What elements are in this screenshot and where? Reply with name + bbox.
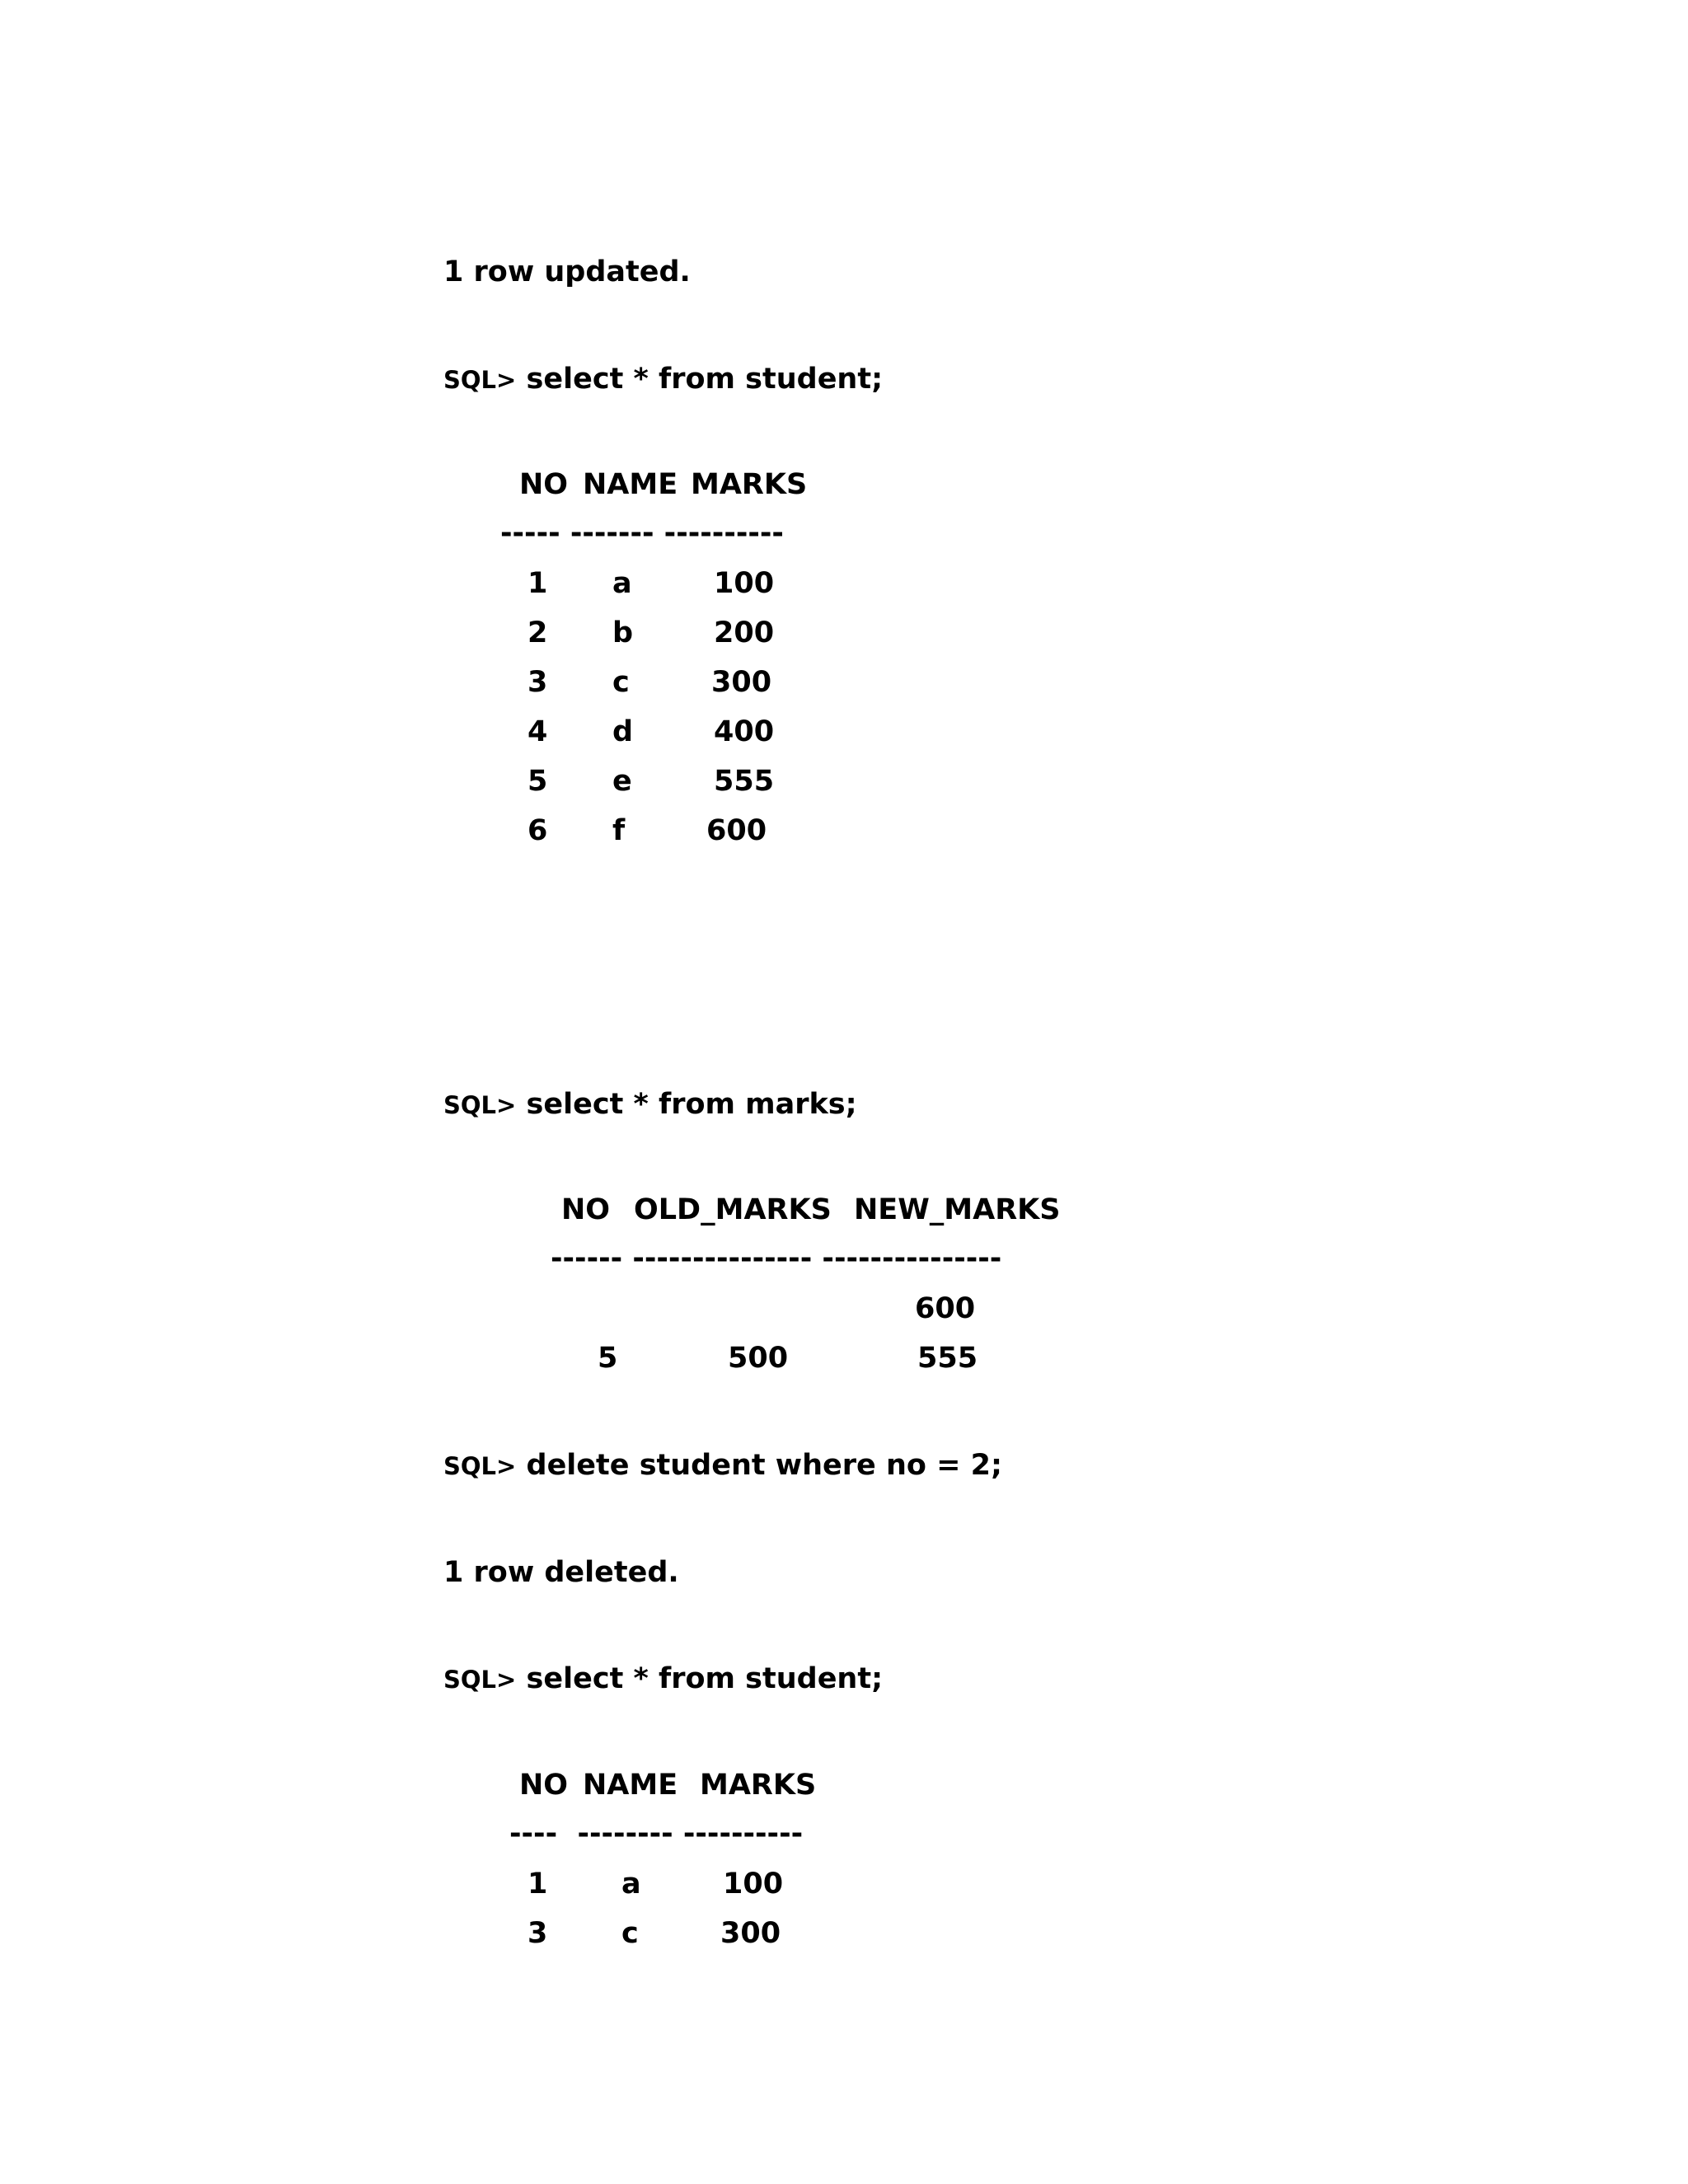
- cell-no: 1: [528, 1868, 548, 1900]
- cell-marks: 555: [714, 765, 775, 798]
- column-header-name: NAME: [583, 468, 678, 501]
- cell-name: a: [612, 567, 632, 600]
- sql-command-select-student-after: [443, 1662, 883, 1696]
- sql-query-text: select * from student;: [516, 363, 884, 396]
- cell-name: d: [612, 715, 634, 748]
- column-header-no: NO: [519, 468, 569, 501]
- column-header-no: NO: [519, 1769, 569, 1802]
- sql-command-delete: [443, 1449, 1002, 1483]
- cell-no: 1: [528, 567, 548, 600]
- sql-prompt: SQL>: [443, 1666, 517, 1694]
- cell-marks: 200: [714, 616, 775, 649]
- sql-prompt: SQL>: [443, 1452, 517, 1480]
- column-header-marks: MARKS: [691, 468, 808, 501]
- cell-no: 6: [528, 814, 548, 847]
- cell-new-marks: 555: [917, 1342, 978, 1375]
- sql-prompt: SQL>: [443, 1091, 517, 1119]
- column-header-old-marks: OLD_MARKS: [634, 1193, 832, 1226]
- cell-marks: 100: [714, 567, 775, 600]
- sql-query-text: select * from marks;: [516, 1088, 857, 1121]
- cell-marks: 600: [706, 814, 767, 847]
- cell-name: c: [621, 1917, 639, 1950]
- cell-name: c: [612, 666, 630, 699]
- cell-marks: 400: [714, 715, 775, 748]
- cell-name: b: [612, 616, 634, 649]
- sql-query-text: delete student where no = 2;: [516, 1449, 1002, 1482]
- cell-no: 3: [528, 666, 548, 699]
- header-underline: ------ --------------- ---------------: [551, 1242, 1002, 1275]
- cell-name: a: [621, 1868, 641, 1900]
- column-header-no: NO: [561, 1193, 611, 1226]
- column-header-name: NAME: [583, 1769, 678, 1802]
- cell-no: 3: [528, 1917, 548, 1950]
- cell-marks: 300: [720, 1917, 781, 1950]
- cell-old-marks: 500: [728, 1342, 789, 1375]
- cell-no: 5: [528, 765, 548, 798]
- cell-new-marks: 600: [915, 1292, 976, 1325]
- header-underline: ---- -------- ----------: [509, 1817, 804, 1850]
- cell-marks: 300: [711, 666, 772, 699]
- cell-name: f: [612, 814, 626, 847]
- sql-query-text: select * from student;: [516, 1662, 884, 1695]
- cell-no: 5: [598, 1342, 618, 1375]
- cell-no: 4: [528, 715, 548, 748]
- column-header-marks: MARKS: [700, 1769, 817, 1802]
- sql-prompt: SQL>: [443, 366, 517, 394]
- cell-marks: 100: [723, 1868, 784, 1900]
- delete-message: 1 row deleted.: [443, 1556, 679, 1589]
- update-message: 1 row updated.: [443, 255, 691, 288]
- header-underline: ----- ------- ----------: [500, 517, 784, 550]
- cell-name: e: [612, 765, 632, 798]
- sql-command-select-student: [443, 363, 883, 396]
- cell-no: 2: [528, 616, 548, 649]
- column-header-new-marks: NEW_MARKS: [854, 1193, 1061, 1226]
- sql-command-select-marks: [443, 1088, 857, 1122]
